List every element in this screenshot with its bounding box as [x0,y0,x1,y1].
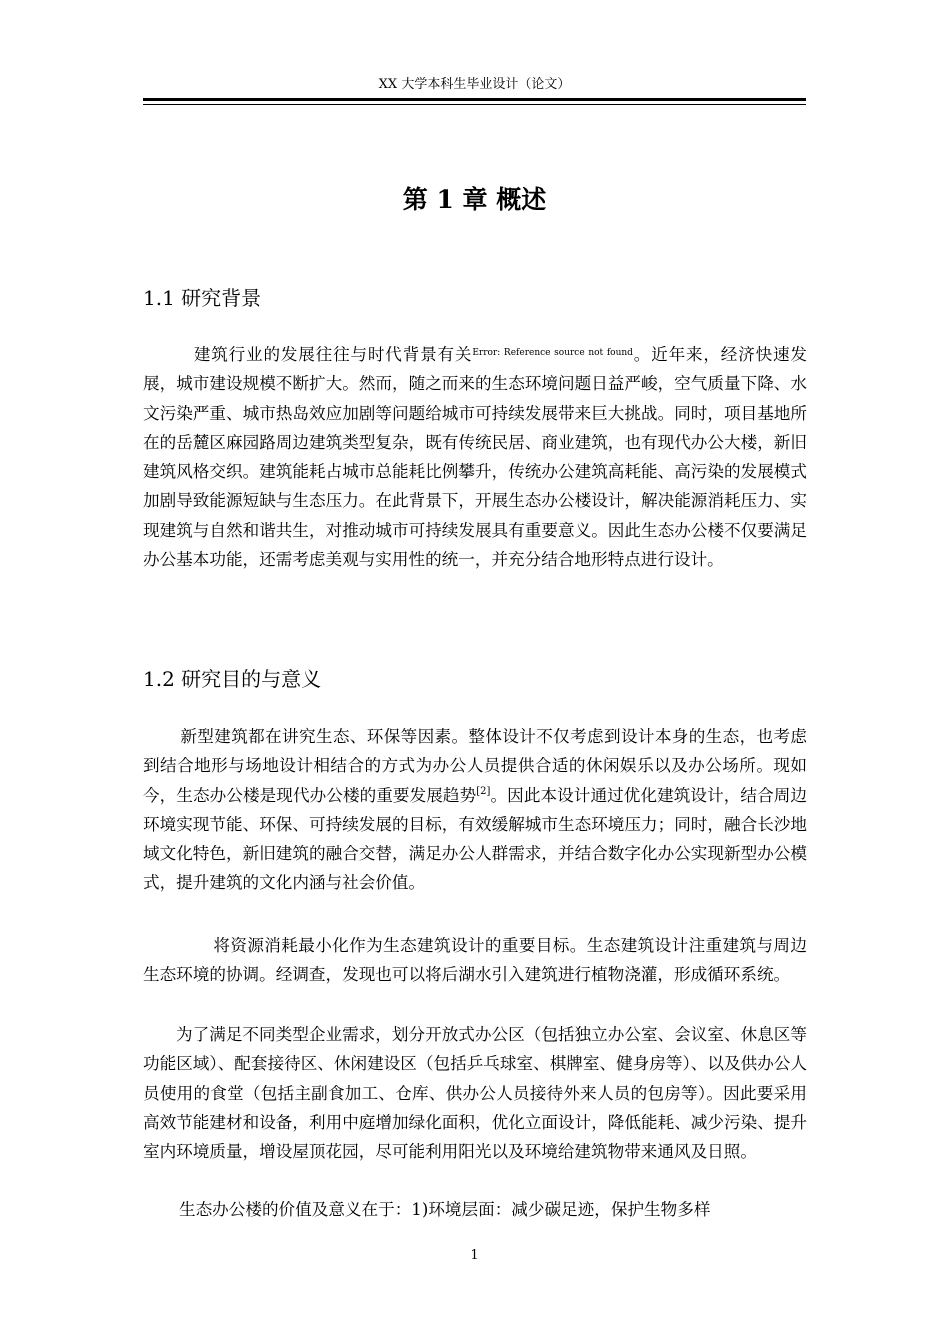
page-number: 1 [470,1248,479,1263]
chapter-title: 第 1 章 概述 [402,185,547,214]
reference-error-note: Error: Reference source not found [472,348,633,358]
header-rule-thick [143,98,806,101]
paragraph-resources [143,931,807,990]
paragraph-text: 新型建筑都在讲究生态、环保等因素。整体设计不仅考虑到设计本身的生态，也考虑到结合地形与场地设计相结合的方式为办公人员提供合适的休闲娱乐以及办公场所。现如今，生态办公楼是现代办公楼的重要发展趋势 [143,727,807,805]
page-header: XX 大学本科生毕业设计（论文） [378,77,571,92]
section-heading-1-2: 1.2 研究目的与意义 [143,667,322,691]
header-rule-thin [143,104,806,105]
paragraph-text: 生态办公楼的价值及意义在于：1)环境层面：减少碳足迹，保护生物多样 [179,1200,711,1219]
paragraph-background [143,340,807,574]
paragraph-purpose [143,722,807,898]
paragraph-functions [143,1020,807,1166]
paragraph-text: 。近年来，经济快速发展，城市建设规模不断扩大。然而，随之而来的生态环境问题日益严峻，空气质量下降、水文污染严重、城市热岛效应加剧等问题给城市可持续发展带来巨大挑战。同时，项目基地所在的岳麓区麻园路周边建筑类型复杂，既有传统民居、商业建筑，也有现代办公大楼，新旧建筑风格交织。建筑能耗占城市总能耗比例攀升，传统办公建筑高耗能、高污染的发展模式加剧导致能源短缺与生态压力。在此背景下，开展生态办公楼设计，解决能源消耗压力、实现建筑与自然和谐共生，对推动城市可持续发展具有重要意义。因此生态办公楼不仅要满足办公基本功能，还需考虑美观与实用性的统一，并充分结合地形特点进行设计。 [143,345,808,570]
paragraph-text: 。因此本设计通过优化建筑设计，结合周边环境实现节能、环保、可持续发展的目标，有效缓解城市生态环境压力；同时，融合长沙地域文化特色，新旧建筑的融合交替，满足办公人群需求，并结合数字化办公实现新型办公模式，提升建筑的文化内涵与社会价值。 [143,785,808,893]
paragraph-text: 为了满足不同类型企业需求，划分开放式办公区（包括独立办公室、会议室、休息区等功能区域）、配套接待区、休闲建设区（包括乒乓球室、棋牌室、健身房等）、以及供办公人员使用的食堂（包括主副食加工、仓库、供办公人员接待外来人员的包房等）。因此要采用高效节能建材和设备，利用中庭增加绿化面积，优化立面设计，降低能耗、减少污染、提升室内环境质量，增设屋顶花园，尽可能利用阳光以及环境给建筑物带来通风及日照。 [143,1025,807,1162]
paragraph-text: 建筑行业的发展往往与时代背景有关 [193,345,473,364]
citation: [2] [476,785,491,797]
section-heading-1-1: 1.1 研究背景 [143,286,262,310]
paragraph-text: 将资源消耗最小化作为生态建筑设计的重要目标。生态建筑设计注重建筑与周边生态环境的协调。经调查，发现也可以将后湖水引入建筑进行植物浇灌，形成循环系统。 [143,936,807,985]
paragraph-value [143,1195,807,1224]
